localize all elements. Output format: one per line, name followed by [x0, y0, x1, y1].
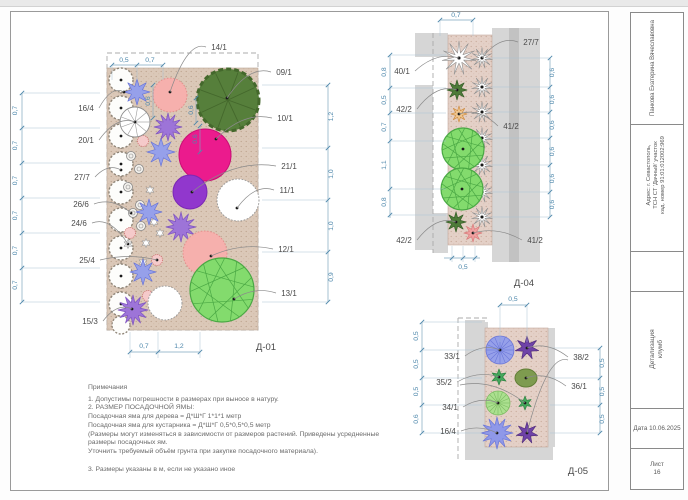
- plant-label: 10/1: [277, 114, 293, 123]
- planting-point: [481, 164, 484, 167]
- plant-symbol: [173, 175, 207, 209]
- dimension-label: 0,6: [549, 146, 556, 157]
- plant-symbol: [197, 69, 259, 131]
- dimension-label: 0,7: [145, 57, 155, 64]
- plant-label: 25/4: [79, 256, 95, 265]
- dimension-label: 1,2: [174, 343, 184, 350]
- address-line: Адрес: г. Севастополь,: [646, 144, 652, 206]
- plant-label: 27/7: [523, 38, 539, 47]
- plant-label: 16/4: [78, 104, 94, 113]
- dimension-label: 0,7: [12, 245, 19, 256]
- dimension-label: 0,5: [599, 386, 606, 397]
- plant-label: 13/1: [281, 289, 297, 298]
- dimension-label: 1,1: [381, 160, 388, 170]
- plant-symbol: [148, 286, 182, 320]
- dimension-label: 0,6: [192, 134, 199, 144]
- dimension-label: 0,6: [549, 173, 556, 184]
- dimension-label: 0,6: [549, 199, 556, 210]
- plant-symbol: [217, 179, 259, 221]
- planting-point: [120, 79, 123, 82]
- diagram-d01: [12, 43, 335, 358]
- dimension-label: 0,6: [188, 105, 195, 115]
- plant-symbol: [125, 228, 136, 239]
- dimension-label: 0,5: [119, 57, 129, 64]
- dimension-label: 0,8: [381, 197, 388, 207]
- dimension-label: 0,7: [12, 210, 19, 221]
- note-line: Посадочная яма для дерева = Д*Ш*Г 1*1*1 метр: [88, 413, 242, 421]
- planting-point: [481, 111, 484, 114]
- dimension-label: 0,5: [413, 386, 420, 397]
- planting-point: [120, 135, 123, 138]
- plant-label: 42/2: [396, 105, 412, 114]
- plant-label: 14/1: [211, 43, 227, 52]
- notes-block: [88, 384, 408, 474]
- plant-label: 41/2: [527, 236, 543, 245]
- plant-symbol: [130, 259, 156, 285]
- plant-label: 42/2: [396, 236, 412, 245]
- title-block-divider: [631, 291, 683, 292]
- note-line: (Размеры могут изменяться в зависимости от размеров растений. Приведены усредненные: [88, 430, 380, 438]
- note-line: 2. РАЗМЕР ПОСАДОЧНОЙ ЯМЫ:: [88, 404, 195, 412]
- planting-point: [210, 255, 213, 258]
- dimension-label: 0,7: [451, 12, 461, 19]
- planting-point: [120, 219, 123, 222]
- dimension-label: 0,5: [599, 358, 606, 368]
- plant-label: 09/1: [276, 68, 292, 77]
- dimension-label: 0,8: [381, 67, 388, 77]
- plant-symbol: [137, 222, 146, 231]
- plant-label: 21/1: [281, 162, 297, 171]
- plant-symbol: [153, 78, 187, 112]
- plant-label: 15/3: [82, 317, 98, 326]
- note-line: Посадочная яма для кустарника = Д*Ш*Г 0,5*0,5*0,5 метр: [88, 421, 271, 429]
- note-line: Уточнить требуемый объём грунта при закупке посадочного материала).: [88, 447, 318, 455]
- dimension-label: 0,5: [413, 359, 420, 369]
- note-line: размеры посадочных ям.: [88, 439, 168, 447]
- plant-symbol: [136, 199, 162, 225]
- address-line: кад. номер 91:01:012002:969: [660, 136, 666, 214]
- plant-label: 26/6: [73, 200, 89, 209]
- planting-point: [120, 275, 123, 278]
- title-block-divider: [631, 251, 683, 252]
- planting-point: [462, 148, 465, 151]
- planting-point: [481, 86, 484, 89]
- plant-label: 35/2: [436, 378, 452, 387]
- plant-label: 12/1: [278, 245, 294, 254]
- dimension-label: 1,0: [328, 221, 335, 231]
- dimension-label: 0,6: [413, 414, 420, 424]
- dimension-label: 0,7: [12, 140, 19, 151]
- sheet-number-cell: [631, 448, 683, 489]
- path-area: [465, 447, 553, 460]
- plant-symbol: [124, 183, 133, 192]
- plant-symbol: [138, 136, 149, 147]
- dimension-label: 0,5: [381, 95, 388, 105]
- plant-label: 16/4: [440, 427, 456, 436]
- dimension-label: 0,6: [145, 96, 152, 106]
- title-block: [630, 12, 684, 490]
- plant-label: 34/1: [442, 403, 458, 412]
- dimension-label: 0,5: [458, 264, 468, 271]
- plant-label: 33/1: [444, 352, 460, 361]
- diagram-caption: Д-04: [513, 278, 535, 289]
- planting-point: [120, 247, 123, 250]
- plant-label: 20/1: [78, 136, 94, 145]
- date-cell: [631, 408, 683, 448]
- path-area: [509, 28, 519, 262]
- dimension-label: 0,7: [12, 175, 19, 186]
- diagram-caption: Д-05: [567, 466, 589, 477]
- plant-label: 27/7: [74, 173, 90, 182]
- client-name: Панкова Екатерина Вячеславовна: [650, 20, 656, 116]
- plant-symbol: [135, 165, 144, 174]
- dimension-label: 0,6: [549, 94, 556, 105]
- sheet-word: Лист: [650, 460, 664, 468]
- plant-label: 38/2: [573, 353, 589, 362]
- diagram-caption: Д-01: [255, 342, 277, 353]
- address-line: ТСН СТ 'Дачный' участок: [653, 141, 659, 209]
- path-area: [415, 85, 433, 250]
- sheet-title-line: клумб: [657, 340, 664, 359]
- plant-symbol: [147, 138, 175, 166]
- plant-symbol: [127, 152, 136, 161]
- planting-point: [481, 216, 484, 219]
- dimension-label: 0,5: [599, 414, 606, 424]
- dimension-label: 0,9: [328, 272, 335, 282]
- dimension-label: 0,6: [549, 67, 556, 78]
- dimension-label: 0,7: [12, 280, 19, 290]
- plant-label: 24/6: [71, 219, 87, 228]
- dimension-label: 0,6: [549, 120, 556, 130]
- path-area: [548, 328, 555, 447]
- notes-heading: Примечания: [88, 384, 128, 391]
- planting-point: [120, 191, 123, 194]
- note-line: 3. Размеры указаны в м, если не указано иное: [88, 465, 236, 473]
- plant-label: 41/2: [503, 122, 519, 131]
- dimension-label: 0,5: [413, 331, 420, 341]
- object-address: [646, 115, 668, 235]
- plant-label: 40/1: [394, 67, 410, 76]
- planting-point: [461, 188, 464, 191]
- plant-label: 11/1: [279, 186, 295, 195]
- dimension-label: 0,7: [139, 343, 149, 350]
- planting-point: [120, 107, 123, 110]
- date-value: Дата 10.06.2025: [633, 424, 681, 432]
- path-area: [415, 33, 448, 57]
- dimension-label: 1,2: [328, 111, 335, 122]
- diagram-d05: [413, 296, 606, 477]
- dimension-label: 1,0: [328, 169, 335, 179]
- sheet-number: 16: [653, 468, 661, 476]
- sheet-title: [649, 294, 665, 404]
- dimension-label: 0,7: [381, 122, 388, 132]
- plant-label: 36/1: [571, 382, 587, 391]
- dimension-label: 0,5: [508, 296, 518, 303]
- note-line: 1. Допустимы погрешности в размерах при выносе в натуру.: [88, 395, 279, 403]
- sheet-title-line: Детализация: [649, 329, 656, 369]
- planting-point: [120, 163, 123, 166]
- dimension-label: 0,7: [12, 105, 19, 116]
- diagram-d04: [381, 12, 556, 289]
- path-area: [433, 213, 448, 253]
